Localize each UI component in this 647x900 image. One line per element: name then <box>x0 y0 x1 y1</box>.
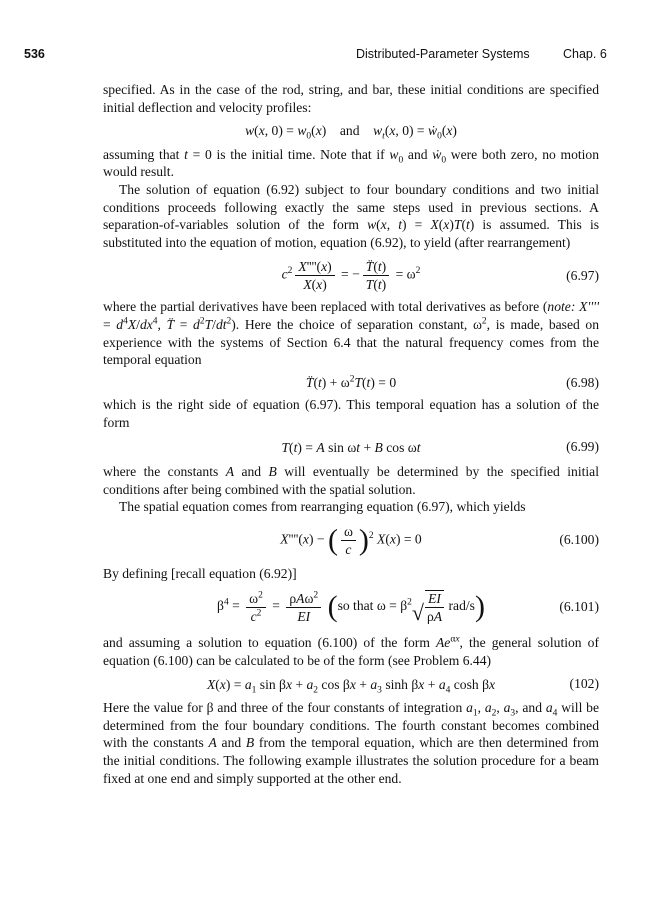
equation-number: (6.98) <box>566 374 599 390</box>
paragraph-6: where the constants A and B will eventually be determined by the specified initial conditions after being combined with the spatial solution. <box>103 464 599 497</box>
chapter-label: Chap. 6 <box>563 47 607 61</box>
equation-number: (6.100) <box>559 532 599 548</box>
equation-6-100: X''''(x) − ( $\frac{\omega}{c}$ )$^2$ X(x) = 0 (6.100) <box>280 523 599 557</box>
equation-6-98: T̈(t) + $\omega^2T(t) = 0$ (6.98) <box>305 374 599 390</box>
paragraph-8: By defining [recall equation (6.92)] <box>103 565 297 581</box>
paragraph-10: Here the value for β and three of the four constants of integration $a_1$, $a_2$, $a_3$, and $a_4$ will be determined from the four boundary conditions. The fourth constant becomes combined with the constants A and B from the temporal equation, which are then determined from the initial conditions. The following example illustrates the solution procedure for a beam fixed at one end and simply supported at the other end. <box>103 700 599 786</box>
page-body <box>103 81 599 787</box>
paragraph-2: assuming that t = 0 is the initial time. Note that if $w_0$ and ẇ$_0$ were both zero, no motion would result. <box>103 146 600 180</box>
paragraph-5: which is the right side of equation (6.97). This temporal equation has a solution of the form <box>103 397 599 430</box>
equation-6-99: T(t) = A sin ωt + B cos ωt (6.99) <box>281 439 599 455</box>
equation-and: and <box>339 123 360 139</box>
equation-number: (6.101) <box>559 599 599 615</box>
running-title: Distributed-Parameter Systems <box>356 47 530 61</box>
equation-number: (6.99) <box>566 439 599 455</box>
equation-6-101: $\beta^4$ = $\frac{\omega^2}{c^2}$ = $\frac{\rho A\omega^2}{EI}$ (so that $\omega = \beta^2$ √ $\frac{EI}{\rho A}$ rad/s) (6.101) <box>217 590 599 626</box>
equation-6-97: $c^2$ $\frac{X''''(x)}{X(x)}$ = − $\frac{T̈(t)}{T(t)}$ = $\omega^2$ (6.97) <box>281 259 599 293</box>
equation-number: (6.97) <box>566 268 599 284</box>
initial-conditions-equation: w(x, $0) = w_0(x)$ and $w_t(x$, 0) = ẇ$_0$(x) <box>245 123 457 142</box>
paragraph-3: The solution of equation (6.92) subject to four boundary conditions and two initial conditions proceeds following exactly the same steps used in previous sections. A separation-of-variables solution of the form w(x, t) = X(x)T(t) is assumed. This is substituted into the equation of motion, equation (6.92), to yield (after rearrangement) <box>103 181 600 250</box>
equation-number: (102) <box>569 676 599 692</box>
paragraph-4: where the partial derivatives have been replaced with total derivatives as before (note: $X'''' = d^4X/dx^4$, T̈ = $d^2T/dt^2$). Here the choice of separation constant, $\omega^2$, is made, based on experience with the systems of Section 6.4 that the natural frequency comes from the temporal equation <box>103 299 600 368</box>
paragraph-1: specified. As in the case of the rod, string, and bar, these initial conditions are specified initial deflection and velocity profiles: <box>103 82 599 115</box>
page-number: 536 <box>24 47 45 61</box>
paragraph-9: and assuming a solution to equation (6.100) of the form $Ae^{\alpha x}$, the general solution of equation (6.100) can be calculated to be of the form (see Problem 6.44) <box>103 634 599 669</box>
paragraph-7: The spatial equation comes from rearranging equation (6.97), which yields <box>119 499 526 515</box>
equation-102: $X(x) = a_1$ $\sin \beta x + a_2$ $\cos \beta x + a_3$ $\sinh \beta x + a_4$ cosh βx (102) <box>206 676 599 696</box>
